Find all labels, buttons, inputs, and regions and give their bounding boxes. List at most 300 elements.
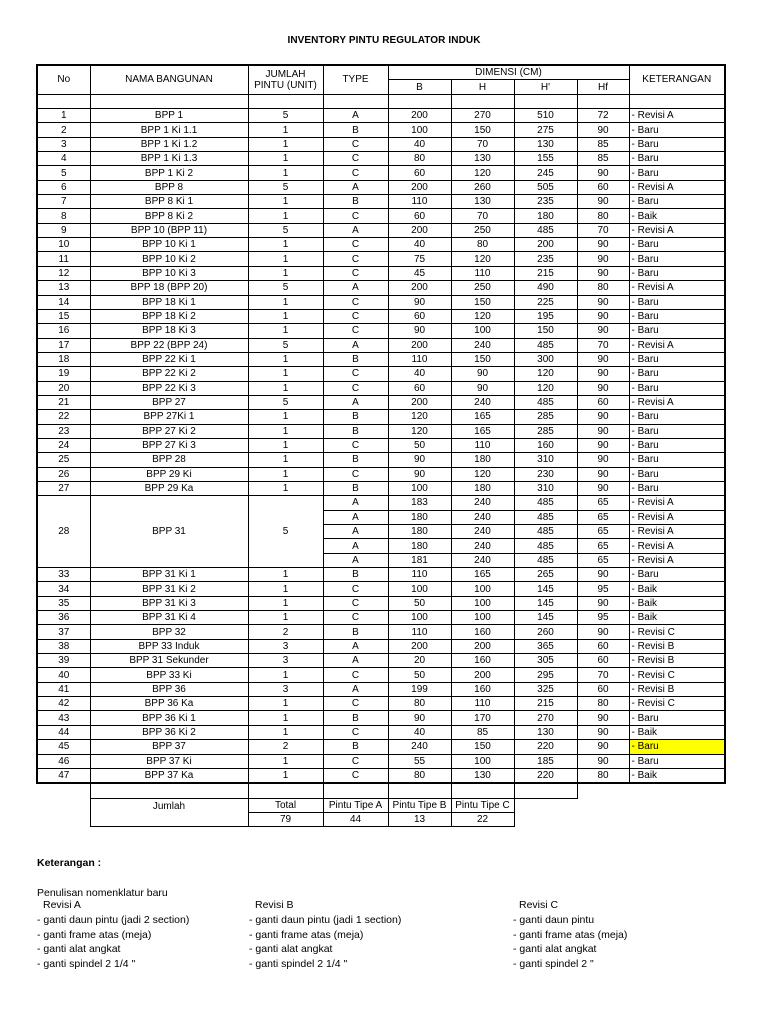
table-row — [37, 324, 725, 338]
cell-b: 50 — [388, 596, 451, 610]
table-row — [37, 453, 725, 467]
cell-nama-bangunan: BPP 31 Ki 3 — [90, 596, 248, 610]
cell-b: 80 — [388, 697, 451, 711]
cell-h-prime: 245 — [514, 166, 577, 180]
cell-h-prime: 485 — [514, 338, 577, 352]
cell-h-prime: 220 — [514, 740, 577, 754]
cell-b: 50 — [388, 438, 451, 452]
cell-no: 21 — [37, 395, 90, 409]
cell-b: 200 — [388, 639, 451, 653]
cell-h: 130 — [451, 152, 514, 166]
cell-type: B — [323, 711, 388, 725]
cell-h: 250 — [451, 281, 514, 295]
revisi-a-item: - ganti spindel 2 1/4 " — [37, 958, 136, 971]
table-row — [37, 223, 725, 237]
cell-hf: 80 — [577, 209, 629, 223]
cell-hf: 90 — [577, 367, 629, 381]
cell-keterangan: - Baik — [629, 596, 725, 610]
summary-tipe-a-value: 44 — [323, 812, 388, 826]
cell-nama-bangunan: BPP 36 Ka — [90, 697, 248, 711]
cell-keterangan: - Revisi A — [629, 338, 725, 352]
cell-h: 240 — [451, 496, 514, 510]
revisi-b-item: - ganti alat angkat — [249, 943, 333, 956]
cell-type: C — [323, 467, 388, 481]
cell-nama-bangunan: BPP 10 (BPP 11) — [90, 223, 248, 237]
cell-h-prime: 310 — [514, 481, 577, 495]
cell-nama-bangunan: BPP 18 Ki 2 — [90, 309, 248, 323]
cell-keterangan: - Baru — [629, 352, 725, 366]
cell-jumlah: 1 — [248, 568, 323, 582]
cell-nama-bangunan: BPP 37 Ka — [90, 768, 248, 783]
cell-jumlah: 5 — [248, 395, 323, 409]
revisi-a-title: Revisi A — [43, 899, 81, 911]
cell-h-prime: 485 — [514, 510, 577, 524]
header-type: TYPE — [323, 65, 388, 94]
table-row — [37, 238, 725, 252]
cell-hf: 95 — [577, 582, 629, 596]
cell-b: 200 — [388, 338, 451, 352]
cell-h-prime: 305 — [514, 654, 577, 668]
table-row — [37, 725, 725, 739]
cell-h: 120 — [451, 252, 514, 266]
cell-b: 100 — [388, 582, 451, 596]
cell-hf: 90 — [577, 568, 629, 582]
cell-h-prime: 485 — [514, 539, 577, 553]
cell-no: 37 — [37, 625, 90, 639]
cell-keterangan: - Revisi A — [629, 281, 725, 295]
cell-type: A — [323, 525, 388, 539]
cell-nama-bangunan: BPP 37 — [90, 740, 248, 754]
cell-type: C — [323, 266, 388, 280]
cell-nama-bangunan: BPP 27 Ki 3 — [90, 438, 248, 452]
cell-h: 120 — [451, 309, 514, 323]
cell-type: C — [323, 381, 388, 395]
cell-nama-bangunan: BPP 31 Ki 4 — [90, 611, 248, 625]
cell-h-prime: 220 — [514, 768, 577, 783]
table-row — [37, 582, 725, 596]
cell-h: 100 — [451, 324, 514, 338]
cell-nama-bangunan: BPP 18 (BPP 20) — [90, 281, 248, 295]
cell-nama-bangunan: BPP 36 Ki 2 — [90, 725, 248, 739]
cell-keterangan: - Baik — [629, 582, 725, 596]
summary-total-label: Total — [248, 798, 323, 812]
cell-jumlah: 1 — [248, 467, 323, 481]
cell-h: 165 — [451, 568, 514, 582]
cell-hf: 90 — [577, 424, 629, 438]
cell-keterangan: - Baik — [629, 725, 725, 739]
cell-hf: 90 — [577, 123, 629, 137]
cell-h: 130 — [451, 768, 514, 783]
cell-h: 85 — [451, 725, 514, 739]
cell-b: 200 — [388, 281, 451, 295]
cell-h-prime: 120 — [514, 367, 577, 381]
cell-jumlah: 1 — [248, 152, 323, 166]
cell-type: C — [323, 137, 388, 151]
cell-no: 44 — [37, 725, 90, 739]
cell-hf: 90 — [577, 324, 629, 338]
cell-type: A — [323, 223, 388, 237]
cell-hf: 65 — [577, 553, 629, 567]
cell-jumlah: 1 — [248, 668, 323, 682]
cell-no: 45 — [37, 740, 90, 754]
cell-no: 3 — [37, 137, 90, 151]
cell-b: 110 — [388, 352, 451, 366]
cell-hf: 90 — [577, 711, 629, 725]
cell-keterangan: - Baru — [629, 754, 725, 768]
cell-keterangan: - Baru — [629, 295, 725, 309]
cell-h-prime: 150 — [514, 324, 577, 338]
cell-h-prime: 265 — [514, 568, 577, 582]
cell-type: A — [323, 539, 388, 553]
cell-keterangan: - Baru — [629, 381, 725, 395]
revisi-b-item: - ganti spindel 2 1/4 " — [249, 958, 348, 971]
cell-jumlah: 1 — [248, 596, 323, 610]
cell-b: 180 — [388, 539, 451, 553]
summary-tipe-c-label: Pintu Tipe C — [451, 798, 514, 812]
cell-b: 180 — [388, 510, 451, 524]
cell-h-prime: 185 — [514, 754, 577, 768]
cell-b: 183 — [388, 496, 451, 510]
cell-hf: 90 — [577, 596, 629, 610]
cell-type: A — [323, 510, 388, 524]
header-keterangan: KETERANGAN — [629, 65, 725, 94]
cell-type: C — [323, 324, 388, 338]
summary-label-row — [37, 798, 725, 812]
cell-nama-bangunan: BPP 31 — [90, 496, 248, 568]
table-row — [37, 611, 725, 625]
cell-jumlah: 1 — [248, 754, 323, 768]
cell-keterangan: - Baik — [629, 611, 725, 625]
cell-h: 240 — [451, 510, 514, 524]
cell-jumlah: 1 — [248, 209, 323, 223]
cell-jumlah: 1 — [248, 195, 323, 209]
cell-nama-bangunan: BPP 29 Ka — [90, 481, 248, 495]
table-row — [37, 496, 725, 510]
cell-h-prime: 310 — [514, 453, 577, 467]
cell-nama-bangunan: BPP 28 — [90, 453, 248, 467]
cell-h: 110 — [451, 697, 514, 711]
cell-jumlah: 5 — [248, 338, 323, 352]
cell-hf: 60 — [577, 639, 629, 653]
cell-b: 40 — [388, 725, 451, 739]
cell-h: 70 — [451, 209, 514, 223]
cell-h-prime: 275 — [514, 123, 577, 137]
cell-type: B — [323, 740, 388, 754]
cell-nama-bangunan: BPP 1 Ki 1.2 — [90, 137, 248, 151]
cell-no: 19 — [37, 367, 90, 381]
header-b: B — [388, 80, 451, 94]
cell-h: 90 — [451, 381, 514, 395]
revisi-a-item: - ganti daun pintu (jadi 2 section) — [37, 913, 190, 926]
cell-jumlah: 5 — [248, 180, 323, 194]
cell-keterangan: - Baru — [629, 410, 725, 424]
cell-no: 17 — [37, 338, 90, 352]
cell-jumlah: 3 — [248, 639, 323, 653]
cell-type: C — [323, 238, 388, 252]
cell-keterangan: - Baru — [629, 324, 725, 338]
cell-hf: 90 — [577, 754, 629, 768]
table-row — [37, 424, 725, 438]
cell-h-prime: 200 — [514, 238, 577, 252]
cell-b: 120 — [388, 410, 451, 424]
cell-jumlah: 1 — [248, 137, 323, 151]
cell-nama-bangunan: BPP 10 Ki 3 — [90, 266, 248, 280]
cell-type: B — [323, 481, 388, 495]
cell-jumlah: 2 — [248, 625, 323, 639]
cell-h-prime: 365 — [514, 639, 577, 653]
cell-hf: 65 — [577, 496, 629, 510]
table-row — [37, 740, 725, 754]
cell-keterangan: - Revisi B — [629, 639, 725, 653]
cell-no: 43 — [37, 711, 90, 725]
cell-no: 6 — [37, 180, 90, 194]
table-row — [37, 123, 725, 137]
cell-jumlah: 1 — [248, 697, 323, 711]
cell-h-prime: 160 — [514, 438, 577, 452]
cell-jumlah: 1 — [248, 725, 323, 739]
cell-b: 120 — [388, 424, 451, 438]
cell-h-prime: 120 — [514, 381, 577, 395]
cell-b: 110 — [388, 568, 451, 582]
cell-b: 80 — [388, 768, 451, 783]
cell-jumlah: 1 — [248, 238, 323, 252]
cell-type: C — [323, 295, 388, 309]
cell-hf: 90 — [577, 166, 629, 180]
cell-b: 200 — [388, 180, 451, 194]
cell-nama-bangunan: BPP 27 — [90, 395, 248, 409]
cell-keterangan: - Baru — [629, 238, 725, 252]
cell-type: C — [323, 725, 388, 739]
summary-tipe-b-value: 13 — [388, 812, 451, 826]
cell-keterangan: - Baru — [629, 252, 725, 266]
header-no: No — [37, 65, 90, 94]
cell-hf: 60 — [577, 682, 629, 696]
document-title: INVENTORY PINTU REGULATOR INDUK — [287, 35, 481, 46]
cell-h-prime: 485 — [514, 525, 577, 539]
revisi-b-column — [249, 898, 401, 972]
cell-type: C — [323, 367, 388, 381]
table-row — [37, 654, 725, 668]
cell-h: 165 — [451, 424, 514, 438]
cell-hf: 65 — [577, 539, 629, 553]
cell-keterangan: - Revisi C — [629, 668, 725, 682]
cell-keterangan: - Baru — [629, 137, 725, 151]
cell-hf: 90 — [577, 195, 629, 209]
cell-jumlah: 3 — [248, 682, 323, 696]
cell-keterangan: - Revisi A — [629, 553, 725, 567]
cell-hf: 70 — [577, 338, 629, 352]
cell-h-prime: 215 — [514, 697, 577, 711]
cell-hf: 65 — [577, 510, 629, 524]
cell-no: 22 — [37, 410, 90, 424]
cell-b: 200 — [388, 223, 451, 237]
cell-hf: 70 — [577, 223, 629, 237]
cell-nama-bangunan: BPP 32 — [90, 625, 248, 639]
cell-type: C — [323, 252, 388, 266]
cell-b: 100 — [388, 123, 451, 137]
cell-nama-bangunan: BPP 27Ki 1 — [90, 410, 248, 424]
cell-nama-bangunan: BPP 8 Ki 2 — [90, 209, 248, 223]
table-row — [37, 668, 725, 682]
cell-b: 60 — [388, 381, 451, 395]
cell-h-prime: 215 — [514, 266, 577, 280]
cell-b: 100 — [388, 611, 451, 625]
revisi-c-item: - ganti alat angkat — [513, 943, 597, 956]
cell-nama-bangunan: BPP 22 (BPP 24) — [90, 338, 248, 352]
cell-keterangan: - Revisi B — [629, 682, 725, 696]
cell-keterangan: - Baru — [629, 711, 725, 725]
header-h: H — [451, 80, 514, 94]
cell-nama-bangunan: BPP 29 Ki — [90, 467, 248, 481]
cell-jumlah: 5 — [248, 223, 323, 237]
cell-h: 110 — [451, 438, 514, 452]
cell-jumlah: 1 — [248, 481, 323, 495]
cell-no: 9 — [37, 223, 90, 237]
cell-no: 20 — [37, 381, 90, 395]
spacer-row — [37, 94, 725, 108]
table-row — [37, 568, 725, 582]
cell-jumlah: 3 — [248, 654, 323, 668]
table-row — [37, 195, 725, 209]
revisi-c-column — [513, 898, 627, 972]
cell-b: 240 — [388, 740, 451, 754]
cell-h: 120 — [451, 467, 514, 481]
cell-type: C — [323, 611, 388, 625]
revisi-c-title: Revisi C — [519, 899, 559, 911]
revisi-c-item: - ganti daun pintu — [513, 913, 595, 926]
cell-hf: 90 — [577, 453, 629, 467]
cell-keterangan: - Baru — [629, 152, 725, 166]
table-row — [37, 768, 725, 783]
cell-no: 16 — [37, 324, 90, 338]
cell-jumlah: 1 — [248, 324, 323, 338]
cell-jumlah: 1 — [248, 295, 323, 309]
cell-hf: 60 — [577, 180, 629, 194]
cell-no: 39 — [37, 654, 90, 668]
cell-nama-bangunan: BPP 33 Ki — [90, 668, 248, 682]
cell-b: 200 — [388, 395, 451, 409]
cell-keterangan: - Revisi B — [629, 654, 725, 668]
inventory-table — [36, 64, 726, 827]
cell-jumlah: 5 — [248, 109, 323, 123]
cell-type: B — [323, 453, 388, 467]
summary-tipe-b-label: Pintu Tipe B — [388, 798, 451, 812]
cell-h-prime: 225 — [514, 295, 577, 309]
cell-hf: 90 — [577, 381, 629, 395]
cell-b: 181 — [388, 553, 451, 567]
cell-no: 12 — [37, 266, 90, 280]
header-h-prime: H' — [514, 80, 577, 94]
table-row — [37, 266, 725, 280]
cell-no: 33 — [37, 568, 90, 582]
table-row — [37, 295, 725, 309]
cell-h-prime: 145 — [514, 582, 577, 596]
cell-hf: 90 — [577, 309, 629, 323]
cell-nama-bangunan: BPP 1 Ki 1.1 — [90, 123, 248, 137]
cell-hf: 90 — [577, 410, 629, 424]
cell-keterangan: - Baru — [629, 123, 725, 137]
cell-h-prime: 145 — [514, 611, 577, 625]
cell-no: 34 — [37, 582, 90, 596]
cell-h: 165 — [451, 410, 514, 424]
cell-h-prime: 235 — [514, 252, 577, 266]
cell-no: 38 — [37, 639, 90, 653]
cell-type: B — [323, 195, 388, 209]
cell-h: 240 — [451, 525, 514, 539]
cell-h: 270 — [451, 109, 514, 123]
table-row — [37, 596, 725, 610]
cell-type: C — [323, 596, 388, 610]
table-row — [37, 754, 725, 768]
cell-keterangan: - Revisi A — [629, 525, 725, 539]
table-row — [37, 381, 725, 395]
cell-jumlah: 5 — [248, 496, 323, 568]
cell-keterangan: - Baik — [629, 209, 725, 223]
cell-type: A — [323, 281, 388, 295]
cell-nama-bangunan: BPP 18 Ki 1 — [90, 295, 248, 309]
cell-h-prime: 230 — [514, 467, 577, 481]
cell-jumlah: 1 — [248, 266, 323, 280]
revisi-b-title: Revisi B — [255, 899, 294, 911]
cell-type: A — [323, 553, 388, 567]
cell-hf: 90 — [577, 438, 629, 452]
header-hf: Hf — [577, 80, 629, 94]
header-dimensi: DIMENSI (CM) — [388, 65, 629, 80]
cell-h: 70 — [451, 137, 514, 151]
cell-keterangan: - Revisi C — [629, 625, 725, 639]
cell-h-prime: 485 — [514, 553, 577, 567]
cell-nama-bangunan: BPP 31 Ki 1 — [90, 568, 248, 582]
cell-type: A — [323, 338, 388, 352]
cell-keterangan: - Baru — [629, 195, 725, 209]
header-jumlah-pintu — [248, 65, 323, 94]
cell-nama-bangunan: BPP 31 Ki 2 — [90, 582, 248, 596]
cell-h: 180 — [451, 453, 514, 467]
cell-h-prime: 180 — [514, 209, 577, 223]
cell-hf: 90 — [577, 740, 629, 754]
cell-hf: 90 — [577, 352, 629, 366]
cell-no: 11 — [37, 252, 90, 266]
cell-nama-bangunan: BPP 36 — [90, 682, 248, 696]
cell-h-prime: 505 — [514, 180, 577, 194]
cell-jumlah: 1 — [248, 768, 323, 783]
cell-keterangan: - Baru — [629, 467, 725, 481]
table-row — [37, 180, 725, 194]
cell-no: 42 — [37, 697, 90, 711]
cell-jumlah: 1 — [248, 123, 323, 137]
cell-h: 100 — [451, 582, 514, 596]
cell-no: 18 — [37, 352, 90, 366]
cell-type: C — [323, 166, 388, 180]
cell-h: 150 — [451, 740, 514, 754]
revisi-a-column — [37, 898, 189, 972]
cell-b: 90 — [388, 324, 451, 338]
cell-type: A — [323, 395, 388, 409]
notes-section — [37, 856, 168, 900]
cell-keterangan: - Baru — [629, 481, 725, 495]
table-row — [37, 367, 725, 381]
cell-jumlah: 1 — [248, 711, 323, 725]
cell-keterangan: - Revisi A — [629, 109, 725, 123]
cell-h: 170 — [451, 711, 514, 725]
cell-h: 80 — [451, 238, 514, 252]
cell-h: 240 — [451, 395, 514, 409]
cell-keterangan: - Baru — [629, 424, 725, 438]
cell-h: 90 — [451, 367, 514, 381]
cell-keterangan: - Baru — [629, 266, 725, 280]
cell-keterangan: - Baik — [629, 768, 725, 783]
cell-h-prime: 235 — [514, 195, 577, 209]
